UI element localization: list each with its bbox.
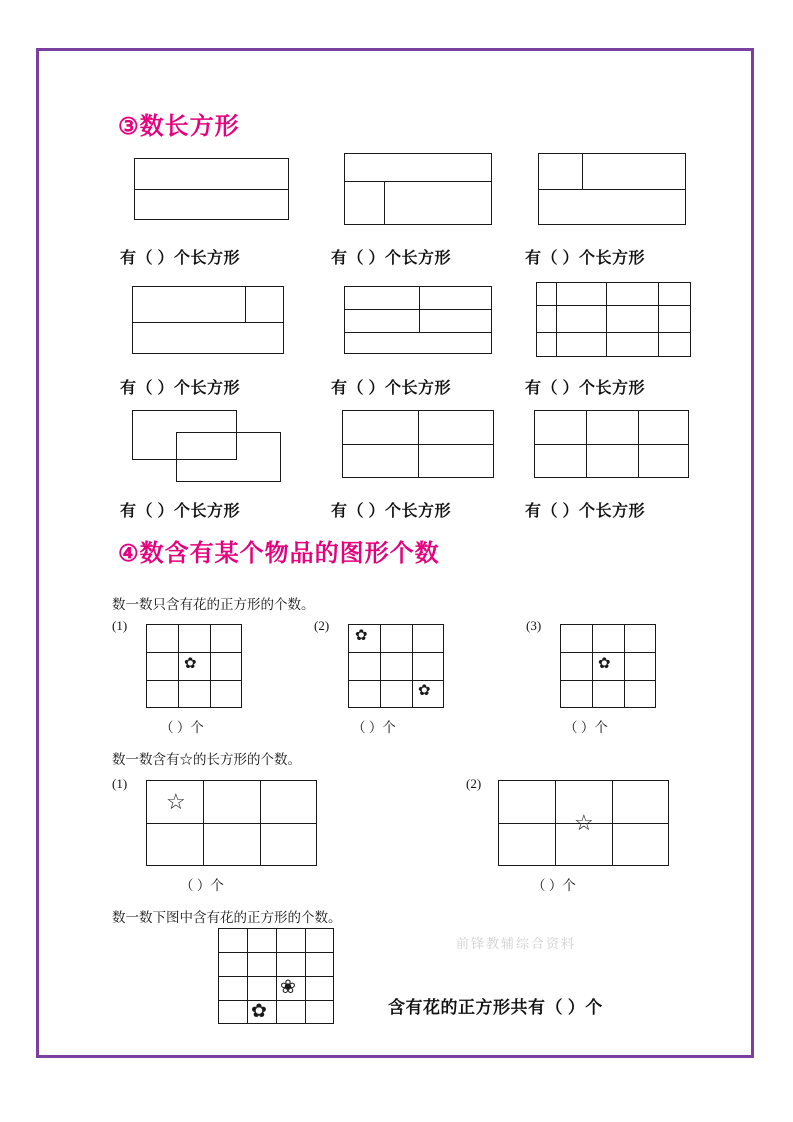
divider-v1 — [203, 780, 204, 866]
section-title-3: 数长方形 — [139, 113, 240, 140]
figure-rect-5 — [344, 286, 492, 354]
watermark: 前锋教辅综合资料 — [456, 936, 577, 951]
divider-h2 — [344, 332, 492, 333]
figure-grid-star-2 — [498, 780, 669, 866]
item-label-2-2: (2) — [466, 776, 482, 791]
section-heading-3 — [118, 106, 240, 141]
outline — [344, 286, 492, 354]
worksheet-content — [36, 48, 754, 1058]
flower-icon: ❀ — [280, 977, 296, 998]
divider-v — [384, 181, 385, 225]
divider-v1 — [556, 282, 557, 357]
divider-h — [344, 181, 492, 182]
figure-rect-2 — [344, 153, 492, 225]
divider-h1 — [536, 305, 691, 306]
prompt-2: 数一数含有☆的长方形的个数。 — [112, 752, 301, 767]
item-label-1-3: (3) — [526, 618, 542, 633]
divider-h2 — [348, 680, 444, 681]
star-icon: ☆ — [166, 789, 186, 814]
divider-v1 — [380, 624, 381, 708]
divider-v3 — [658, 282, 659, 357]
divider-h2 — [560, 680, 656, 681]
divider-v1 — [592, 624, 593, 708]
divider-v1 — [586, 410, 587, 478]
flower-icon: ✿ — [355, 628, 368, 644]
divider-h2 — [536, 332, 691, 333]
divider-v2 — [260, 780, 261, 866]
section-number-3: ③ — [118, 113, 140, 139]
outline — [536, 282, 691, 357]
outline — [344, 153, 492, 225]
item-label-2-1: (1) — [112, 776, 128, 791]
answer-1-1: （ ）个 — [160, 720, 204, 735]
divider-v2 — [210, 624, 211, 708]
figure-grid-flower-1 — [146, 624, 242, 708]
caption-6: 有（ ）个长方形 — [525, 380, 646, 397]
star-icon: ☆ — [574, 810, 594, 835]
item-label-1-2: (2) — [314, 618, 330, 633]
divider-h2 — [146, 680, 242, 681]
divider-v3 — [305, 928, 306, 1024]
divider-v — [418, 410, 419, 478]
divider-h — [534, 444, 689, 445]
figure-grid-star-1 — [146, 780, 317, 866]
answer-1-3: （ ）个 — [564, 720, 608, 735]
caption-1: 有（ ）个长方形 — [120, 250, 241, 267]
answer-3: 含有花的正方形共有（ ）个 — [388, 998, 603, 1017]
divider-v2 — [276, 928, 277, 1024]
figure-grid-9 — [534, 410, 689, 478]
divider-v1 — [178, 624, 179, 708]
divider-h1 — [146, 652, 242, 653]
answer-2-2: （ ）个 — [532, 878, 576, 893]
caption-4: 有（ ）个长方形 — [120, 380, 241, 397]
caption-8: 有（ ）个长方形 — [331, 503, 452, 520]
divider-v2 — [624, 624, 625, 708]
caption-3: 有（ ）个长方形 — [525, 250, 646, 267]
prompt-1: 数一数只含有花的正方形的个数。 — [112, 597, 315, 612]
divider-v — [419, 286, 420, 332]
answer-2-1: （ ）个 — [180, 878, 224, 893]
item-label-1-1: (1) — [112, 618, 128, 633]
flower-icon: ✿ — [184, 656, 197, 672]
flower-icon: ✿ — [418, 683, 431, 699]
rect-b — [176, 432, 281, 482]
figure-grid-8 — [342, 410, 494, 478]
figure-rect-3 — [538, 153, 686, 225]
figure-rect-1 — [134, 158, 289, 220]
caption-5: 有（ ）个长方形 — [331, 380, 452, 397]
answer-1-2: （ ）个 — [352, 720, 396, 735]
caption-7: 有（ ）个长方形 — [120, 503, 241, 520]
divider-h1 — [344, 309, 492, 310]
figure-grid-flower-big — [218, 928, 334, 1024]
outline — [132, 286, 284, 354]
divider-v2 — [412, 624, 413, 708]
divider — [134, 189, 289, 190]
divider-h — [132, 322, 284, 323]
figure-overlap-7 — [132, 410, 292, 488]
divider-h — [538, 189, 686, 190]
figure-rect-4 — [132, 286, 284, 354]
divider-v2 — [606, 282, 607, 357]
divider-v — [582, 153, 583, 189]
divider-v1 — [555, 780, 556, 866]
prompt-3: 数一数下图中含有花的正方形的个数。 — [112, 910, 342, 925]
section-heading-4 — [118, 533, 440, 568]
divider-h1 — [560, 652, 656, 653]
divider-v — [245, 286, 246, 322]
figure-grid-flower-3 — [560, 624, 656, 708]
divider-v2 — [612, 780, 613, 866]
divider-h1 — [348, 652, 444, 653]
divider-v1 — [247, 928, 248, 1024]
section-number-4: ④ — [118, 540, 140, 566]
divider-h — [146, 823, 317, 824]
figure-grid-flower-2 — [348, 624, 444, 708]
divider-v2 — [638, 410, 639, 478]
caption-2: 有（ ）个长方形 — [331, 250, 452, 267]
flower-icon: ✿ — [598, 656, 611, 672]
flower-icon: ✿ — [251, 1001, 267, 1022]
section-title-4: 数含有某个物品的图形个数 — [139, 540, 440, 567]
figure-rect-6 — [536, 282, 691, 357]
caption-9: 有（ ）个长方形 — [525, 503, 646, 520]
